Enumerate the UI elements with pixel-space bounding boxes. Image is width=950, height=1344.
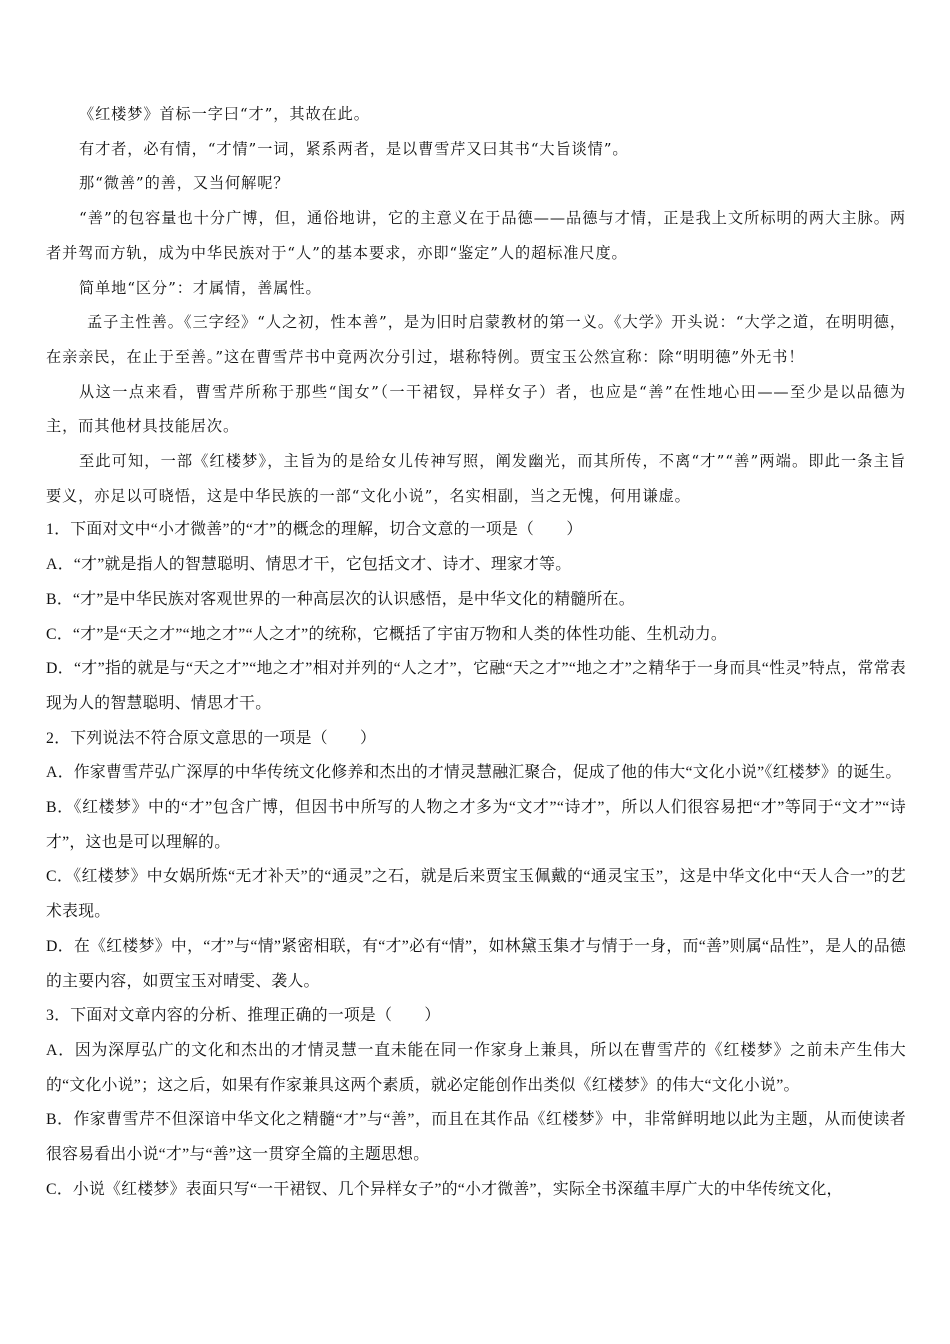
passage: [46, 97, 906, 513]
passage-paragraph: 有才者，必有情，“才情”一词，紧系两者，是以曹雪芹又曰其书“大旨谈情”。: [79, 139, 629, 158]
option-b: B．作家曹雪芹不但深谙中华文化之精髓“才”与“善”，而且在其作品《红楼梦》中，非常鲜明地以此为主题，从而使读者很容易看出小说“才”与“善”这一贯穿全篇的主题思想。: [46, 1111, 906, 1164]
question-2: [46, 722, 906, 1000]
option-a: A．因为深厚弘广的文化和杰出的才情灵慧一直未能在同一作家身上兼具，所以在曹雪芹的《红楼梦》之前未产生伟大的“文化小说”；这之后，如果有作家兼具这两个素质，就必定能创作出类似《红楼梦》的伟大“文化小说”。: [46, 1041, 906, 1094]
option-a: A．作家曹雪芹弘广深厚的中华传统文化修养和杰出的才情灵慧融汇聚合，促成了他的伟大“文化小说”《红楼梦》的诞生。: [46, 764, 902, 782]
passage-paragraph: 简单地“区分”：才属情，善属性。: [79, 278, 322, 297]
passage-paragraph: “善”的包容量也十分广博，但，通俗地讲，它的主意义在于品德——品德与才情，正是我上文所标明的两大主脉。两者并驾而方轨，成为中华民族对于“人”的基本要求，亦即“鉴定”人的超标准尺度。: [46, 209, 906, 262]
question-stem: 2．下列说法不符合原文意思的一项是（ ）: [46, 729, 377, 747]
option-a: A．“才”就是指人的智慧聪明、情思才干，它包括文才、诗才、理家才等。: [46, 556, 572, 574]
passage-paragraph: 那“微善”的善，又当何解呢？: [79, 174, 290, 193]
option-d: D．“才”指的就是与“天之才”“地之才”相对并列的“人之才”，它融“天之才”“地之才”之精华于一身而具“性灵”特点，常常表现为人的智慧聪明、情思才干。: [46, 660, 906, 712]
option-b: B．“才”是中华民族对客观世界的一种高层次的认识感悟，是中华文化的精髓所在。: [46, 590, 635, 608]
option-d: D．在《红楼梦》中，“才”与“情”紧密相联，有“才”必有“情”，如林黛玉集才与情于一身，而“善”则属“品性”，是人的品德的主要内容，如贾宝玉对晴雯、袭人。: [46, 937, 906, 990]
question-3: [46, 999, 906, 1207]
option-b: B．《红楼梦》中的“才”包含广博，但因书中所写的人物之才多为“文才”“诗才”，所以人们很容易把“才”等同于“文才”“诗才”，这也是可以理解的。: [46, 799, 906, 851]
passage-paragraph: 从这一点来看，曹雪芹所称于那些“闺女”（一干裙钗，异样女子）者，也应是“善”在性地心田——至少是以品德为主，而其他材具技能居次。: [46, 382, 906, 436]
option-c: C．《红楼梦》中女娲所炼“无才补天”的“通灵”之石，就是后来贾宝玉佩戴的“通灵宝玉”，这是中华文化中“天人合一”的艺术表现。: [46, 868, 906, 921]
passage-paragraph: 《红楼梦》首标一字曰“才”，其故在此。: [79, 105, 370, 123]
option-c: C．小说《红楼梦》表面只写“一干裙钗、几个异样女子”的“小才微善”，实际全书深蕴丰厚广大的中华传统文化，: [46, 1180, 843, 1198]
option-c: C．“才”是“天之才”“地之才”“人之才”的统称，它概括了宇宙万物和人类的体性功能、生机动力。: [46, 625, 728, 643]
passage-paragraph: 孟子主性善。《三字经》“人之初，性本善”，是为旧时启蒙教材的第一义。《大学》开头说：“大学之道，在明明德，在亲亲民，在止于至善。”这在曹雪芹书中竟两次分引过，堪称特例。贾宝玉公然宣称：除“明明德”外无书！: [46, 313, 906, 366]
passage-paragraph: 至此可知，一部《红楼梦》，主旨为的是给女儿传神写照，阐发幽光，而其所传，不离“才”“善”两端。即此一条主旨要义，亦足以可晓悟，这是中华民族的一部“文化小说”，名实相副，当之无愧，何用谦虚。: [46, 452, 906, 505]
question-1: [46, 513, 906, 721]
question-stem: 1．下面对文中“小才微善”的“才”的概念的理解，切合文意的一项是（ ）: [46, 521, 583, 539]
question-stem: 3．下面对文章内容的分析、推理正确的一项是（ ）: [46, 1007, 441, 1025]
document-page: [46, 97, 906, 1208]
